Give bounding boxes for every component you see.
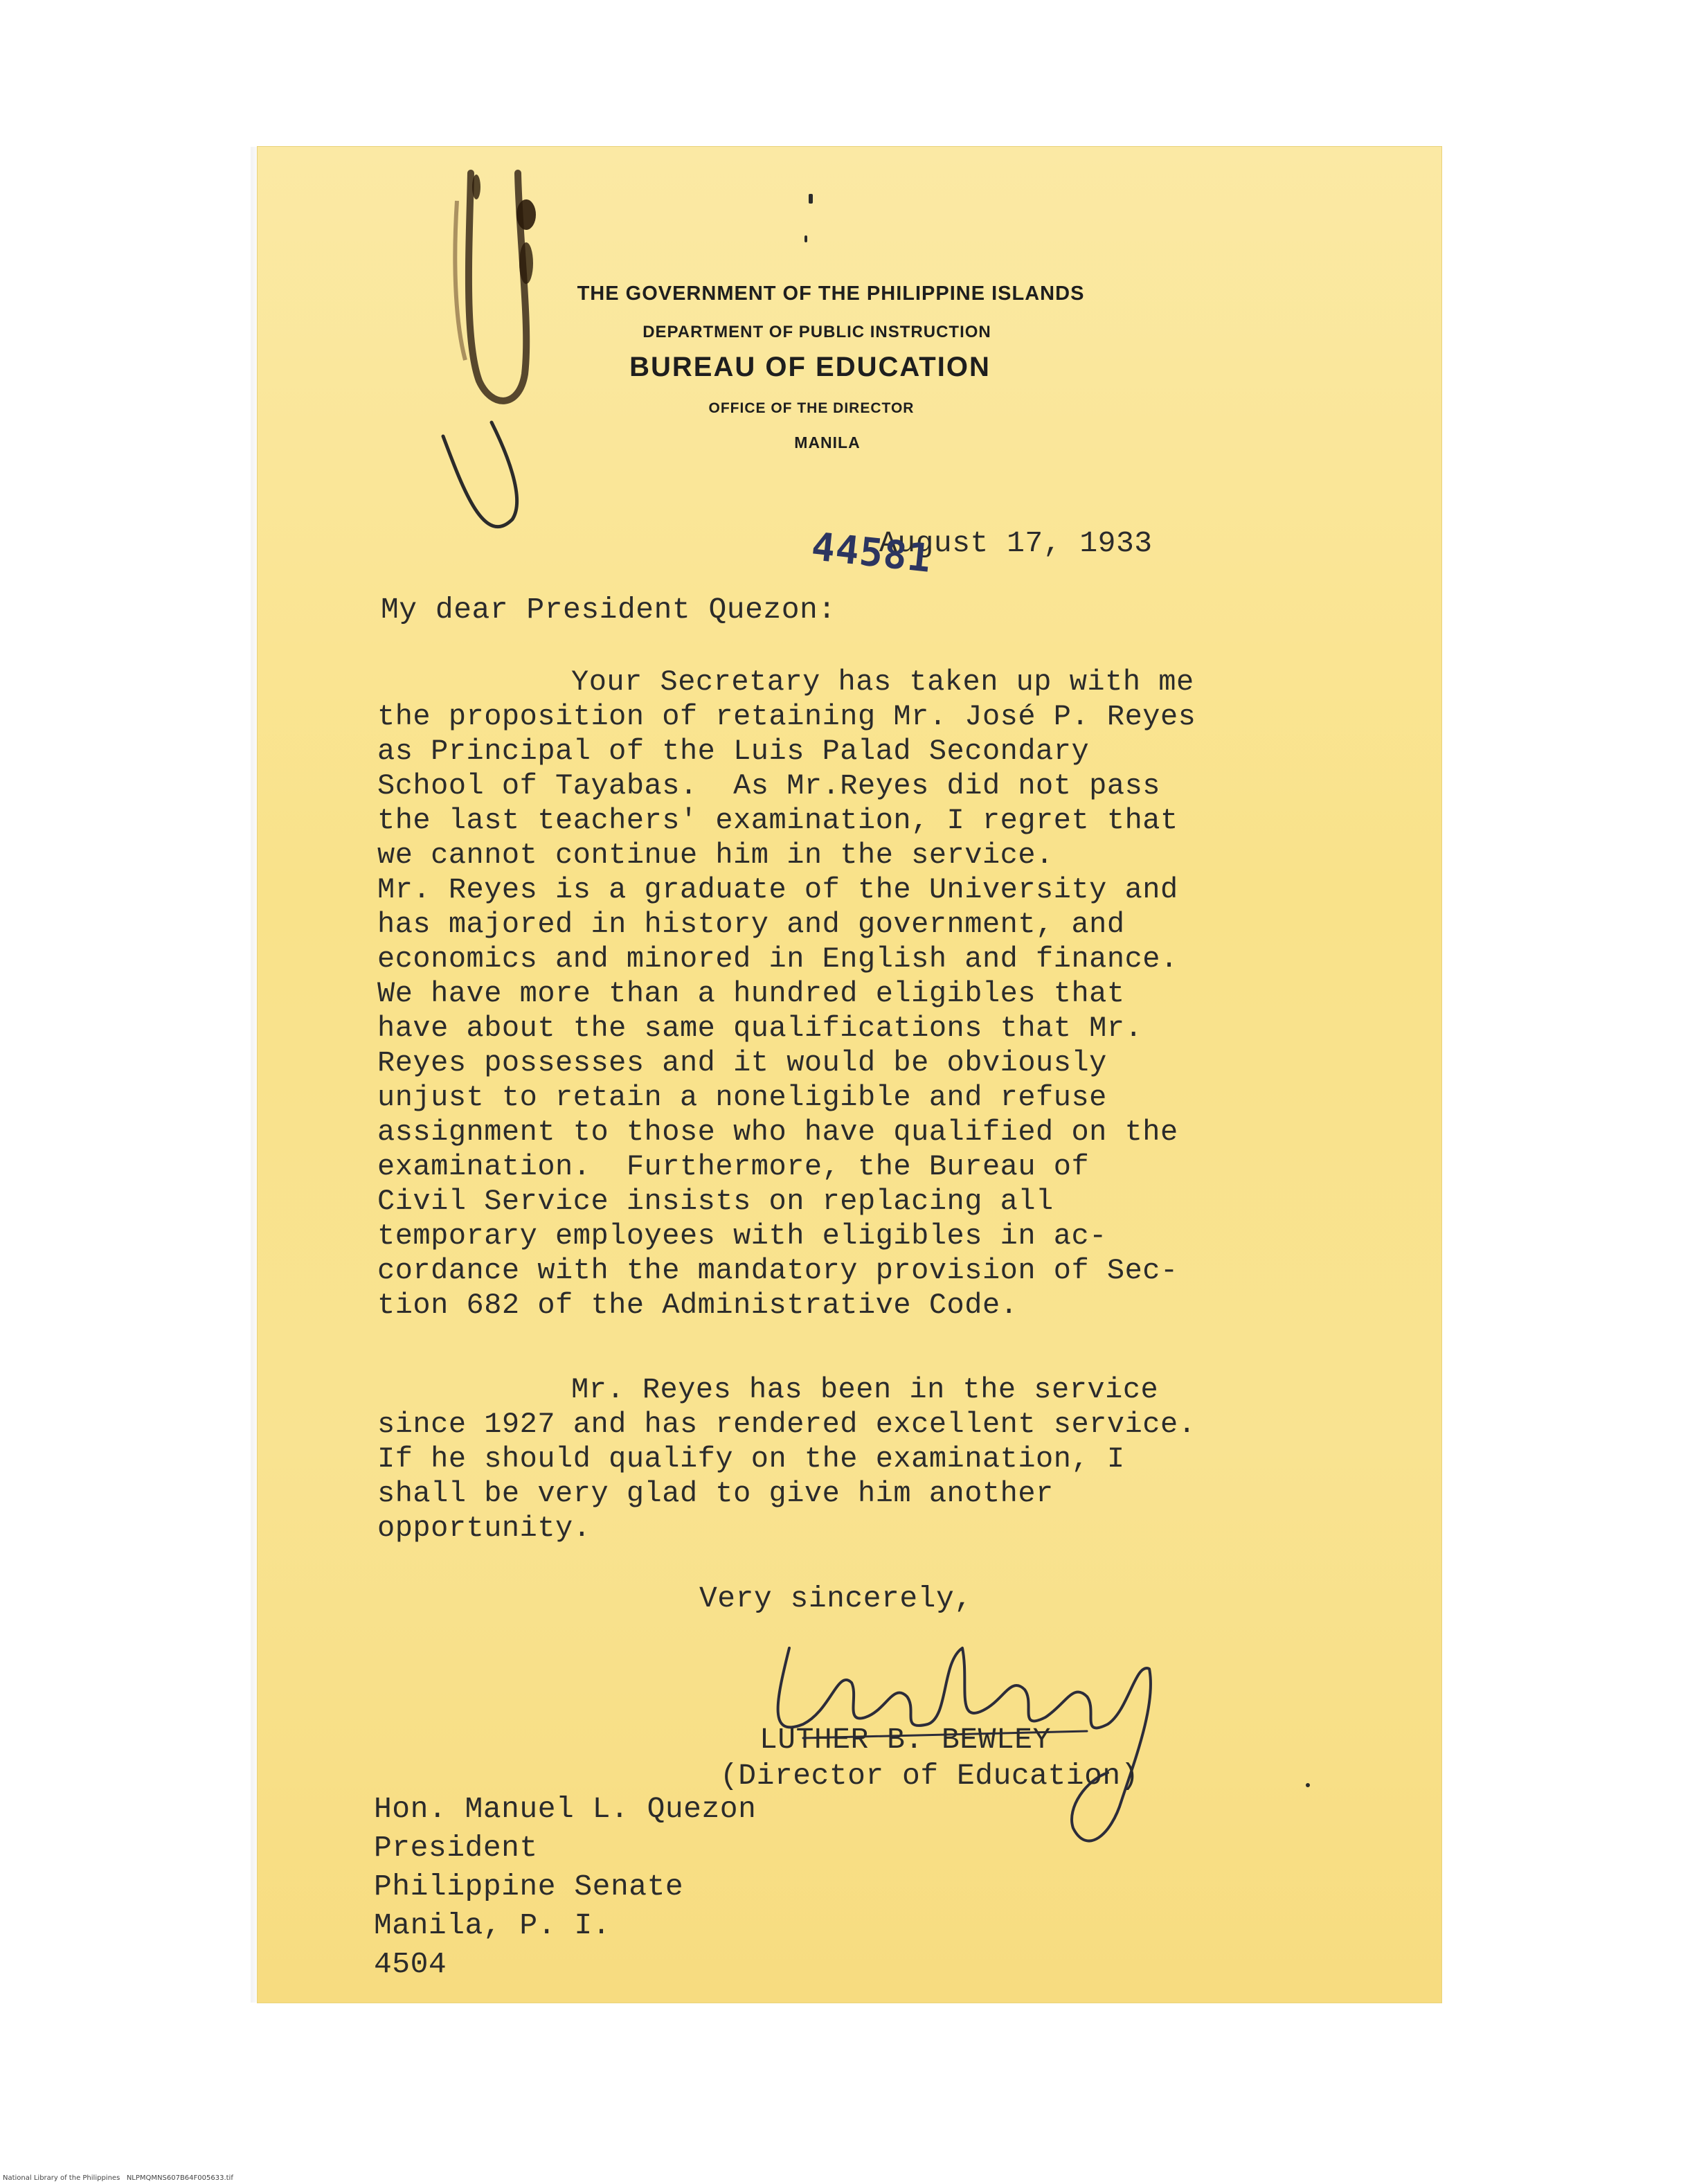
letterhead-government: THE GOVERNMENT OF THE PHILIPPINE ISLANDS bbox=[577, 283, 1085, 305]
paragraph-line: School of Tayabas. As Mr.Reyes did not pass bbox=[377, 769, 1160, 803]
paragraph-line: examination. Furthermore, the Bureau of bbox=[377, 1150, 1090, 1183]
paragraph-line: Mr. Reyes is a graduate of the University and bbox=[377, 873, 1178, 906]
paragraph-2 bbox=[377, 1372, 1196, 1546]
address-line: 4504 bbox=[374, 1947, 447, 1981]
scan-credit: National Library of the Philippines NLPMQMNS607B64F005633.tif bbox=[3, 2174, 233, 2182]
paragraph-line: tion 682 of the Administrative Code. bbox=[377, 1289, 1018, 1322]
paragraph-line: cordance with the mandatory provision of Sec- bbox=[377, 1254, 1178, 1287]
paragraph-line: Civil Service insists on replacing all bbox=[377, 1185, 1054, 1218]
address-line: President bbox=[374, 1831, 538, 1865]
letter-date: August 17, 1933 bbox=[879, 526, 1153, 560]
paragraph-line: opportunity. bbox=[377, 1512, 591, 1545]
paragraph-line: temporary employees with eligibles in ac- bbox=[377, 1219, 1107, 1253]
paragraph-line: has majored in history and government, and bbox=[377, 908, 1125, 941]
paragraph-line: since 1927 and has rendered excellent service. bbox=[377, 1408, 1196, 1441]
paragraph-line: shall be very glad to give him another bbox=[377, 1477, 1054, 1510]
punch-mark bbox=[1306, 1783, 1310, 1787]
paragraph-line: we cannot continue him in the service. bbox=[377, 839, 1054, 872]
letterhead-department: DEPARTMENT OF PUBLIC INSTRUCTION bbox=[642, 323, 991, 341]
paragraph-line: We have more than a hundred eligibles that bbox=[377, 977, 1125, 1010]
paragraph-line: the proposition of retaining Mr. José P. Reyes bbox=[377, 700, 1196, 733]
letterhead-city: MANILA bbox=[794, 433, 861, 451]
punch-mark bbox=[809, 194, 813, 204]
paragraph-line: have about the same qualifications that Mr. bbox=[377, 1012, 1143, 1045]
paragraph-line: economics and minored in English and finance. bbox=[377, 942, 1178, 976]
signatory-name: LUTHER B. BEWLEY bbox=[759, 1723, 1051, 1757]
file-number-stamp: 44581 bbox=[809, 524, 934, 582]
paragraph-line: Your Secretary has taken up with me bbox=[571, 665, 1194, 699]
paragraph-line: unjust to retain a noneligible and refuse bbox=[377, 1081, 1107, 1114]
paragraph-line: as Principal of the Luis Palad Secondary bbox=[377, 735, 1090, 768]
paragraph-line: the last teachers' examination, I regret that bbox=[377, 804, 1178, 837]
punch-mark bbox=[804, 235, 807, 242]
paragraph-line: If he should qualify on the examination, I bbox=[377, 1442, 1125, 1476]
letterhead-office: OFFICE OF THE DIRECTOR bbox=[708, 400, 915, 416]
paragraph-line: assignment to those who have qualified on the bbox=[377, 1116, 1178, 1149]
paragraph-line: Reyes possesses and it would be obviously bbox=[377, 1046, 1107, 1080]
address-line: Hon. Manuel L. Quezon bbox=[374, 1792, 757, 1826]
recipient-address bbox=[374, 1790, 756, 1984]
signatory-title: (Director of Education) bbox=[720, 1759, 1139, 1793]
letterhead-bureau: BUREAU OF EDUCATION bbox=[629, 352, 991, 382]
closing: Very sincerely, bbox=[699, 1582, 973, 1615]
paragraph-1 bbox=[377, 665, 1196, 1323]
address-line: Philippine Senate bbox=[374, 1870, 684, 1904]
address-line: Manila, P. I. bbox=[374, 1908, 611, 1942]
paragraph-line: Mr. Reyes has been in the service bbox=[571, 1373, 1159, 1406]
salutation: My dear President Quezon: bbox=[381, 593, 836, 627]
